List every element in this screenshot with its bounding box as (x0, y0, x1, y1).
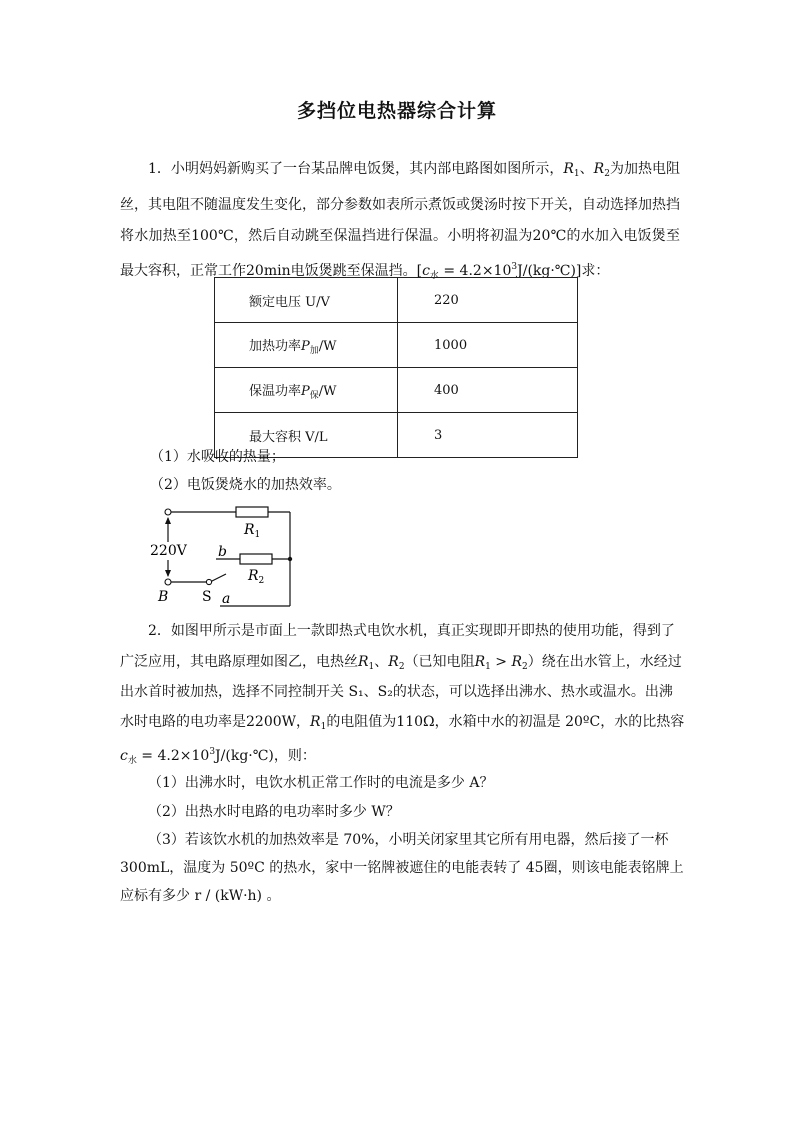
q2-formula-c: c (120, 748, 128, 764)
q2-line2-text-b: （已知电阻 (404, 654, 475, 670)
q2-line-2 (120, 652, 682, 677)
resistor-r2 (240, 554, 272, 564)
resistor-r1 (236, 507, 268, 517)
q2-cmp-r2-sub: 2 (522, 662, 528, 672)
q1-intro-text-b: 为加热电阻丝，其电阻不随温度发生变化，部分参数如表所示煮饭或煲汤时按下开关，自动选择加热挡将水加热至100℃，然后自动跳至保温挡进行保温。小明将初温为20℃的水加入电饭煲至最大容积，正常工作20min电饭煲跳至保温挡。 (120, 161, 681, 279)
table-row (215, 278, 578, 323)
q1-formula-open: [ (416, 263, 423, 279)
switch-pivot (206, 579, 211, 584)
q2-separator: 、 (374, 654, 389, 670)
circuit-node-b: B (158, 589, 169, 605)
q1-formula-mid: = 4.2×10 (438, 263, 512, 279)
table-row (215, 323, 578, 368)
heating-power-unit: /W (318, 338, 337, 354)
q1-subquestion-2: （2）电饭煲烧水的加热效率。 (150, 477, 341, 493)
q2-line-4 (120, 712, 684, 737)
q2-cmp-operator: > (490, 654, 512, 670)
table-cell-value: 1000 (398, 323, 578, 368)
q1-formula-c: c (422, 263, 430, 279)
switch-blade (210, 574, 226, 582)
q1-r2-symbol: R (593, 161, 605, 177)
terminal-top (165, 509, 171, 515)
q1-formula-c-sub: 水 (429, 271, 439, 281)
q2-subquestion-3-line-3: 应标有多少 r / (kW·h) 。 (120, 888, 281, 904)
page-title: 多挡位电热器综合计算 (296, 100, 497, 122)
q2-line-5 (120, 742, 316, 771)
heating-power-label: 加热功率 (249, 338, 302, 354)
q1-formula-close: ]求： (575, 263, 610, 279)
keepwarm-power-subscript: 保 (309, 390, 319, 401)
circuit-contact-a: a (222, 591, 231, 607)
q2-line4-r-symbol: R (310, 714, 321, 730)
circuit-r2-label: $R_2$ (248, 568, 265, 586)
q1-r1-symbol: R (563, 161, 574, 177)
q1-r2-subscript: 2 (604, 169, 610, 179)
table-cell-value: 220 (398, 278, 578, 323)
q1-formula-unit: J/(kg·℃) (517, 263, 576, 279)
q2-cmp-r2: R (511, 654, 523, 670)
q2-cmp-r1: R (474, 654, 486, 670)
q2-formula-unit: J/(kg·℃) (215, 748, 274, 764)
keepwarm-power-symbol: P (301, 383, 310, 399)
arrow-down-icon (165, 570, 171, 577)
table-cell-value: 3 (398, 413, 578, 458)
table-cell-label (215, 323, 398, 368)
q2-subquestion-3-line-1: （3）若该饮水机的加热效率是 70%，小明关闭家里其它所有用电器，然后接了一杯 (148, 832, 669, 848)
table-cell-label: 最大容积 V/L (215, 413, 398, 458)
q2-formula-end: ，则： (273, 748, 316, 764)
circuit-diagram (140, 500, 300, 610)
table-cell-label: 额定电压 U/V (215, 278, 398, 323)
circuit-r1-label: $R_1$ (244, 522, 261, 540)
table-cell-label (215, 368, 398, 413)
parameter-table (214, 277, 578, 458)
q1-separator: 、 (579, 161, 594, 177)
q2-line-1: 2．如图甲所示是市面上一款即热式电饮水机，真正实现即开即热的使用功能，得到了 (148, 623, 675, 639)
q2-subquestion-1: （1）出沸水时，电饮水机正常工作时的电流是多少 A？ (148, 775, 494, 791)
arrow-up-icon (165, 517, 171, 524)
q2-subquestion-3-line-2: 300mL，温度为 50ºC 的热水，家中一铭牌被遮住的电能表转了 45圈，则该电能表铭牌上 (120, 860, 684, 876)
q2-line2-text-c: ）绕在出水管上，水经过 (527, 654, 682, 670)
q2-formula-mid: = 4.2×10 (136, 748, 210, 764)
heating-power-symbol: P (301, 338, 310, 354)
circuit-switch-label: S (202, 589, 212, 605)
junction-node (288, 557, 292, 561)
circuit-contact-b: b (218, 544, 227, 560)
q2-line2-text-a: 广泛应用，其电路原理如图乙，电热丝 (120, 654, 358, 670)
heating-power-subscript: 加 (309, 345, 319, 356)
q2-r1-symbol: R (358, 654, 369, 670)
q2-subquestion-2: （2）出热水时电路的电功率时多少 W？ (148, 804, 400, 820)
q2-r2-subscript: 2 (398, 662, 405, 672)
q2-line4-text-a: 水时电路的电功率是2200W， (120, 714, 311, 730)
q2-formula-exp: 3 (209, 747, 216, 757)
q2-cmp-r1-sub: 1 (485, 662, 491, 672)
q2-line-3: 出水首时被加热，选择不同控制开关 S₁、S₂的状态，可以选择出沸水、热水或温水。出沸 (120, 684, 673, 700)
keepwarm-power-unit: /W (318, 383, 337, 399)
table-row (215, 368, 578, 413)
q2-line4-text-b: 的电阻值为110Ω，水箱中水的初温是 20ºC，水的比热容 (326, 714, 685, 730)
q2-r1-subscript: 1 (368, 662, 375, 672)
table-cell-value: 400 (398, 368, 578, 413)
q1-intro (120, 154, 680, 292)
q1-r1-subscript: 1 (573, 169, 580, 179)
q2-formula-c-sub: 水 (127, 756, 137, 766)
q2-r2-symbol: R (388, 654, 399, 670)
q2-line4-r-subscript: 1 (320, 722, 327, 732)
q1-intro-text-a: 1．小明妈妈新购买了一台某品牌电饭煲，其内部电路图如图所示， (148, 161, 564, 177)
circuit-voltage-label: 220V (150, 543, 187, 559)
keepwarm-power-label: 保温功率 (249, 383, 302, 399)
q1-formula-exp: 3 (511, 262, 518, 272)
q1-subquestion-1: （1）水吸收的热量； (150, 449, 285, 465)
terminal-b (165, 579, 171, 585)
